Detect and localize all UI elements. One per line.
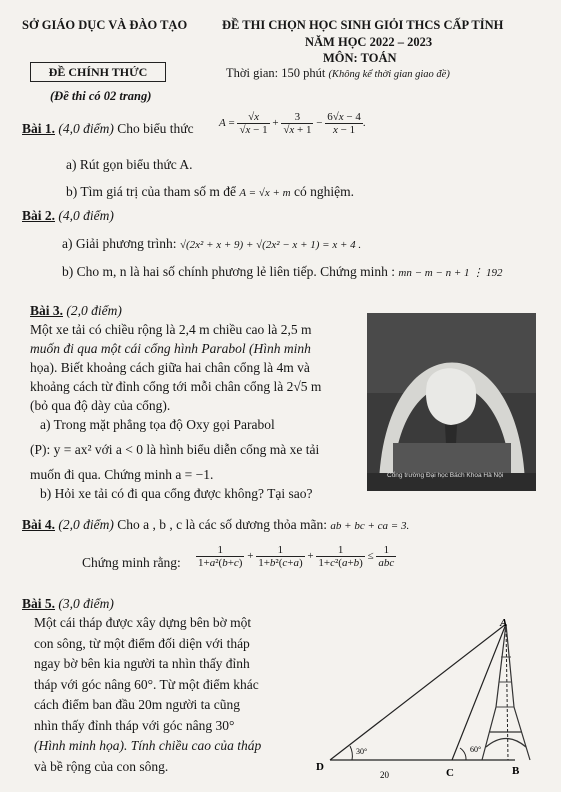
bai4-title: Bài 4. bbox=[22, 517, 56, 532]
bai3-line: Một xe tải có chiều rộng là 2,4 m chiều cao là 2,5 m bbox=[30, 322, 312, 337]
exam-subject: MÔN: TOÁN bbox=[323, 51, 397, 65]
bai1-b-text: b) Tìm giá trị của tham số m để bbox=[66, 184, 236, 199]
bai4-intro: Cho a , b , c là các số dương thỏa mãn: bbox=[117, 517, 328, 532]
bai2-points: (4,0 điểm) bbox=[58, 208, 114, 223]
bai1-formula: A = $\frac{√x}{√x - 1}$ + $\frac{3}{√x + 1}$ − $\frac{6√x - 4}{x - 1}$ . bbox=[219, 111, 366, 136]
bai3-part-b: b) Hỏi xe tải có đi qua cổng được không? Tại sao? bbox=[40, 486, 313, 501]
angle-D-label: 30° bbox=[356, 747, 368, 756]
bai5-line: nhìn thấy đỉnh tháp với góc nâng 30° bbox=[34, 717, 235, 733]
bai1-b-expr: A = √x + m bbox=[239, 187, 291, 199]
bai2-title: Bài 2. bbox=[22, 208, 56, 223]
official-label-box: ĐỀ CHÍNH THỨC bbox=[30, 62, 166, 82]
angle-C-label: 60° bbox=[470, 745, 482, 754]
bai1-intro: Cho biểu thức bbox=[117, 121, 194, 136]
bai3-line: muốn đi qua một cái cổng hình Parabol (Hình minh bbox=[30, 341, 311, 356]
bai3-line: (bỏ qua độ dày của cổng). bbox=[30, 398, 171, 413]
bai2-b-expr: mn − m − n + 1 ⋮ 192 bbox=[398, 267, 503, 279]
time-limit bbox=[226, 66, 450, 81]
bai2-a-expr: √(2x² + x + 9) + √(2x² − x + 1) = x + 4 . bbox=[179, 239, 362, 251]
bai5-points: (3,0 điểm) bbox=[58, 596, 114, 611]
gate-photo-illustration bbox=[367, 313, 536, 491]
photo-caption: Cổng trường Đại học Bách Khoa Hà Nội bbox=[387, 472, 504, 479]
bai5-line: (Hình minh họa). Tính chiều cao của tháp bbox=[34, 738, 262, 753]
bai5-line: ngay bờ bên kia người ta nhìn thấy đỉnh bbox=[34, 656, 250, 671]
bai4-condition: ab + bc + ca = 3. bbox=[330, 520, 410, 532]
point-B-label: B bbox=[512, 765, 520, 777]
bai5-line: cách điểm ban đầu 20m người ta cũng bbox=[34, 697, 241, 712]
bai3-part-a3: muốn đi qua. Chứng minh a = −1. bbox=[30, 467, 214, 482]
bai2-heading bbox=[22, 208, 114, 224]
dept-name: SỞ GIÁO DỤC VÀ ĐÀO TẠO bbox=[22, 18, 188, 32]
bai2-part-a bbox=[62, 236, 361, 252]
bai2-b-text: b) Cho m, n là hai số chính phương lẻ liên tiếp. Chứng minh : bbox=[62, 264, 395, 279]
bai2-a-text: a) Giải phương trình: bbox=[62, 236, 177, 251]
bai4-inequality: $\frac{1}{\text{1+a²(b+c)}}$ + $\frac{1}{\text{1+b²(c+a)}}$ + $\frac{1}{\text{1+c²(a+b)}}$ ≤ $\frac{1}{\text{abc}}$ bbox=[198, 544, 395, 569]
bai1-part-b bbox=[66, 184, 354, 200]
exam-year: NĂM HỌC 2022 – 2023 bbox=[305, 35, 433, 49]
bai3-heading bbox=[30, 303, 122, 319]
gate-photo bbox=[367, 313, 536, 491]
bai3-part-a1: a) Trong mặt phẳng tọa độ Oxy gọi Parabol bbox=[40, 417, 275, 432]
bai2-part-b bbox=[62, 264, 503, 280]
distance-label: 20 bbox=[380, 770, 389, 780]
bai5-line: và bề rộng của con sông. bbox=[34, 758, 169, 774]
pages-note: (Đề thi có 02 trang) bbox=[50, 89, 152, 103]
bai4-heading bbox=[22, 517, 409, 533]
point-A-label: A bbox=[500, 617, 508, 629]
tower-figure bbox=[310, 612, 550, 784]
bai4-prove: Chứng minh rằng: bbox=[82, 555, 181, 570]
bai1-title: Bài 1. bbox=[22, 121, 56, 136]
bai5-body bbox=[34, 613, 310, 777]
bai3-points: (2,0 điểm) bbox=[66, 303, 122, 318]
bai3-line: họa). Biết khoảng cách giữa hai chân cổng là 4m và bbox=[30, 360, 310, 375]
bai5-line: con sông, từ một điểm đối diện với tháp bbox=[34, 635, 250, 651]
bai1-points: (4,0 điểm) bbox=[58, 121, 114, 136]
bai4-points: (2,0 điểm) bbox=[58, 517, 114, 532]
bai5-line: tháp với góc nâng 60°. Từ một điểm khác bbox=[34, 676, 259, 692]
bai3-body bbox=[30, 320, 366, 503]
point-D-label: D bbox=[316, 761, 324, 773]
time-note: (Không kể thời gian giao đề) bbox=[328, 69, 450, 80]
exam-title: ĐỀ THI CHỌN HỌC SINH GIỎI THCS CẤP TỈNH bbox=[222, 18, 504, 32]
bai5-heading bbox=[22, 596, 114, 612]
point-C-label: C bbox=[446, 767, 454, 779]
bai3-title: Bài 3. bbox=[30, 303, 64, 318]
bai1-heading bbox=[22, 121, 194, 137]
bai5-title: Bài 5. bbox=[22, 596, 56, 611]
bai5-line: Một cái tháp được xây dựng bên bờ một bbox=[34, 615, 252, 630]
bai1-b-end: có nghiệm. bbox=[293, 184, 354, 199]
bai1-part-a: a) Rút gọn biểu thức A. bbox=[66, 157, 193, 172]
bai3-line: khoảng cách từ đỉnh cổng tới mỗi chân cổng là 2√5 m bbox=[30, 379, 322, 394]
bai3-part-a2: (P): y = ax² với a < 0 là hình biểu diễn cổng mà xe tải bbox=[30, 442, 320, 457]
time-label: Thời gian: 150 phút bbox=[226, 66, 326, 80]
